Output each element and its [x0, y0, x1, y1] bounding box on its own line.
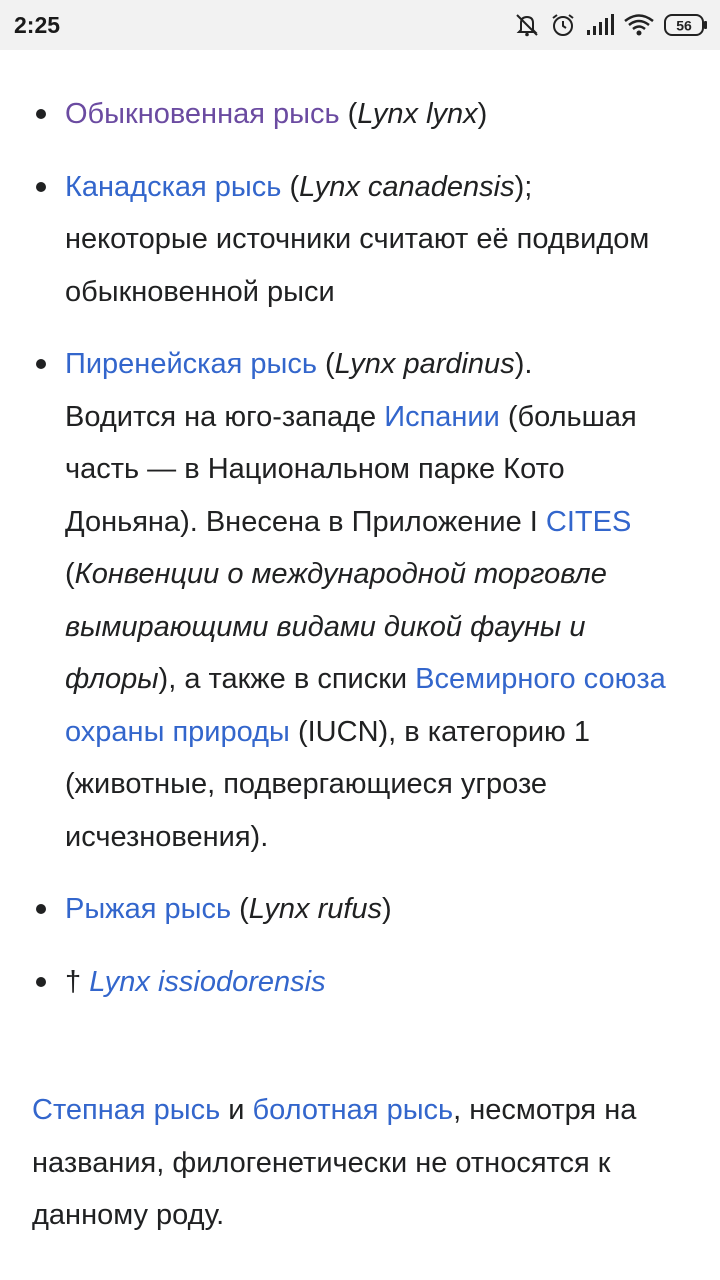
species-link[interactable]: Рыжая рысь: [65, 893, 232, 925]
cites-link[interactable]: CITES: [545, 505, 632, 538]
bullet: [36, 977, 46, 987]
bullet: [36, 904, 46, 914]
species-link[interactable]: Lynx issiodorensis: [89, 965, 326, 998]
battery-level: 56: [676, 17, 692, 34]
article-content: [0, 50, 720, 1028]
mute-icon: [514, 12, 540, 38]
battery-icon: [664, 13, 708, 37]
bullet: [36, 359, 46, 369]
bullet: [36, 182, 46, 192]
list-item: Канадская рысь (Lynx canadensis); некоторые источники считают её подвидом обыкновенной рыси: [0, 161, 720, 319]
species-list: [0, 88, 720, 1008]
status-icons: [514, 10, 708, 40]
steppe-lynx-link[interactable]: Степная рысь: [32, 1094, 221, 1126]
dagger-icon: †: [65, 965, 90, 998]
cites-full-name: Конвенции о международной торговле вымирающими видами дикой фауны и флоры: [65, 558, 607, 695]
bullet: [36, 109, 46, 119]
list-item: Обыкновенная рысь (Lynx lynx): [0, 88, 720, 141]
species-link[interactable]: Пиренейская рысь: [65, 348, 317, 380]
swamp-lynx-link[interactable]: болотная рысь: [252, 1094, 454, 1126]
list-item: Рыжая рысь (Lynx rufus): [0, 883, 720, 936]
latin-name: Lynx rufus: [248, 893, 383, 925]
spain-link[interactable]: Испании: [384, 400, 500, 433]
iucn-link[interactable]: Всемирного союза охраны природы: [65, 663, 666, 748]
latin-name: Lynx lynx: [357, 98, 478, 130]
latin-name: Lynx pardinus: [334, 348, 515, 380]
note-paragraph: Степная рысь и болотная рысь, несмотря на названия, филогенетически не относятся к данному роду.: [32, 1094, 637, 1231]
wifi-icon: [624, 14, 654, 36]
signal-icon: [586, 14, 614, 36]
list-item: Пиренейская рысь (Lynx pardinus). Водится на юго-западе Испании (большая часть — в Национальном парке Кото Доньяна). Внесена в Приложение I CITES (Конвенции о международной торговле вымирающими видами дикой фауны и флоры), а также в списки Всемирного союза охраны природы (IUCN), в категорию 1 (животные, подвергающиеся угрозе исчезновения).: [0, 338, 720, 863]
list-item: [0, 956, 720, 1009]
species-link[interactable]: Обыкновенная рысь: [65, 98, 340, 130]
species-link[interactable]: Канадская рысь: [65, 170, 282, 203]
status-bar: [0, 0, 720, 50]
species-note: некоторые источники считают её подвидом обыкновенной рыси: [65, 223, 650, 308]
latin-name: Lynx canadensis: [299, 170, 515, 203]
alarm-icon: [550, 12, 576, 38]
status-time: 2:25: [14, 12, 61, 38]
